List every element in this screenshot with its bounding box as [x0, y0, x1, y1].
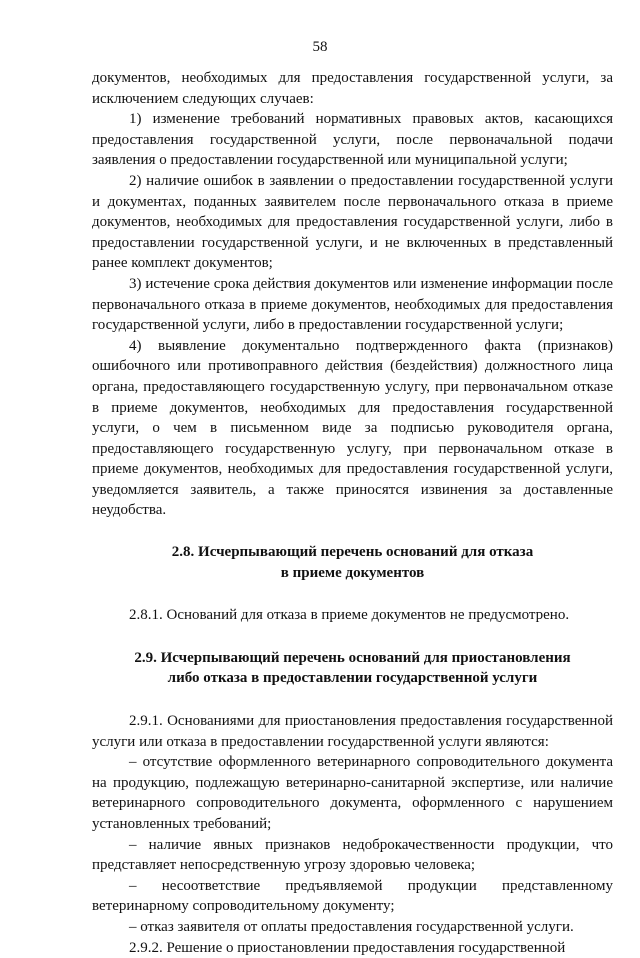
list-item-4: 4) выявление документально подтвержденного факта (признаков) ошибочного или противоправного действия (бездействия) должностного лица органа, предоставляющего государственную услугу, при первоначальном отказе в приеме документов, необходимых для предоставления государственной услуги, о чем в письменном виде за подписью руководителя органа, предоставляющего государственную услугу, при первоначальном отказе в приеме документов, необходимых для предоставления государственной услуги, уведомляется заявитель, а также приносятся извинения за доставленные неудобства.	[92, 337, 613, 519]
list-item-3: 3) истечение срока действия документов или изменение информации после первоначального отказа в приеме документов, необходимых для предоставления государственной услуги, либо в предоставлении государственной услуги;	[92, 275, 613, 334]
basis-item-payment-refusal: – отказ заявителя от оплаты предоставления государственной услуги.	[129, 918, 574, 935]
section-2-9-heading-line2: либо отказа в предоставлении государственной услуги	[167, 670, 538, 687]
page-number: 58	[312, 39, 328, 55]
section-2-8-heading	[92, 542, 613, 583]
section-2-8-heading-line2: в приеме документов	[280, 564, 425, 581]
paragraph-continuation: документов, необходимых для предоставления государственной услуги, за исключением следующих случаев:	[92, 70, 613, 107]
document-body	[92, 68, 613, 958]
section-2-9-heading-line1: 2.9. Исчерпывающий перечень оснований для приостановления	[134, 649, 571, 666]
section-2-8-1-paragraph: 2.8.1. Оснований для отказа в приеме документов не предусмотрено.	[129, 607, 570, 624]
section-2-9-heading	[92, 648, 613, 689]
section-2-8-heading-line1: 2.8. Исчерпывающий перечень оснований для отказа	[171, 544, 534, 561]
list-item-2: 2) наличие ошибок в заявлении о предоставлении государственной услуги и документах, поданных заявителем после первоначального отказа в приеме документов, необходимых для предоставления государственной услуги, либо в предоставлении государственной услуги, и не включенных в представленный ранее комплект документов;	[92, 172, 613, 272]
basis-item-no-document: – отсутствие оформленного ветеринарного сопроводительного документа на продукцию, подлежащую ветеринарно-санитарной экспертизе, или наличие ветеринарного сопроводительного документа, оформленного с нарушением установленных требований;	[92, 754, 613, 832]
list-item-1: 1) изменение требований нормативных правовых актов, касающихся предоставления государственной услуги, после первоначальной подачи заявления о предоставлении государственной или муниципальной услуги;	[92, 111, 613, 169]
basis-item-poor-quality: – наличие явных признаков недоброкачественности продукции, что представляет непосредственную угрозу здоровью человека;	[92, 836, 613, 874]
section-2-9-1-paragraph: 2.9.1. Основаниями для приостановления предоставления государственной услуги или отказа в предоставлении государственной услуги являются:	[92, 713, 613, 750]
section-2-9-2-paragraph: 2.9.2. Решение о приостановлении предоставления государственной	[129, 939, 566, 956]
basis-item-mismatch: – несоответствие предъявляемой продукции представленному ветеринарному сопроводительному документу;	[92, 877, 613, 915]
